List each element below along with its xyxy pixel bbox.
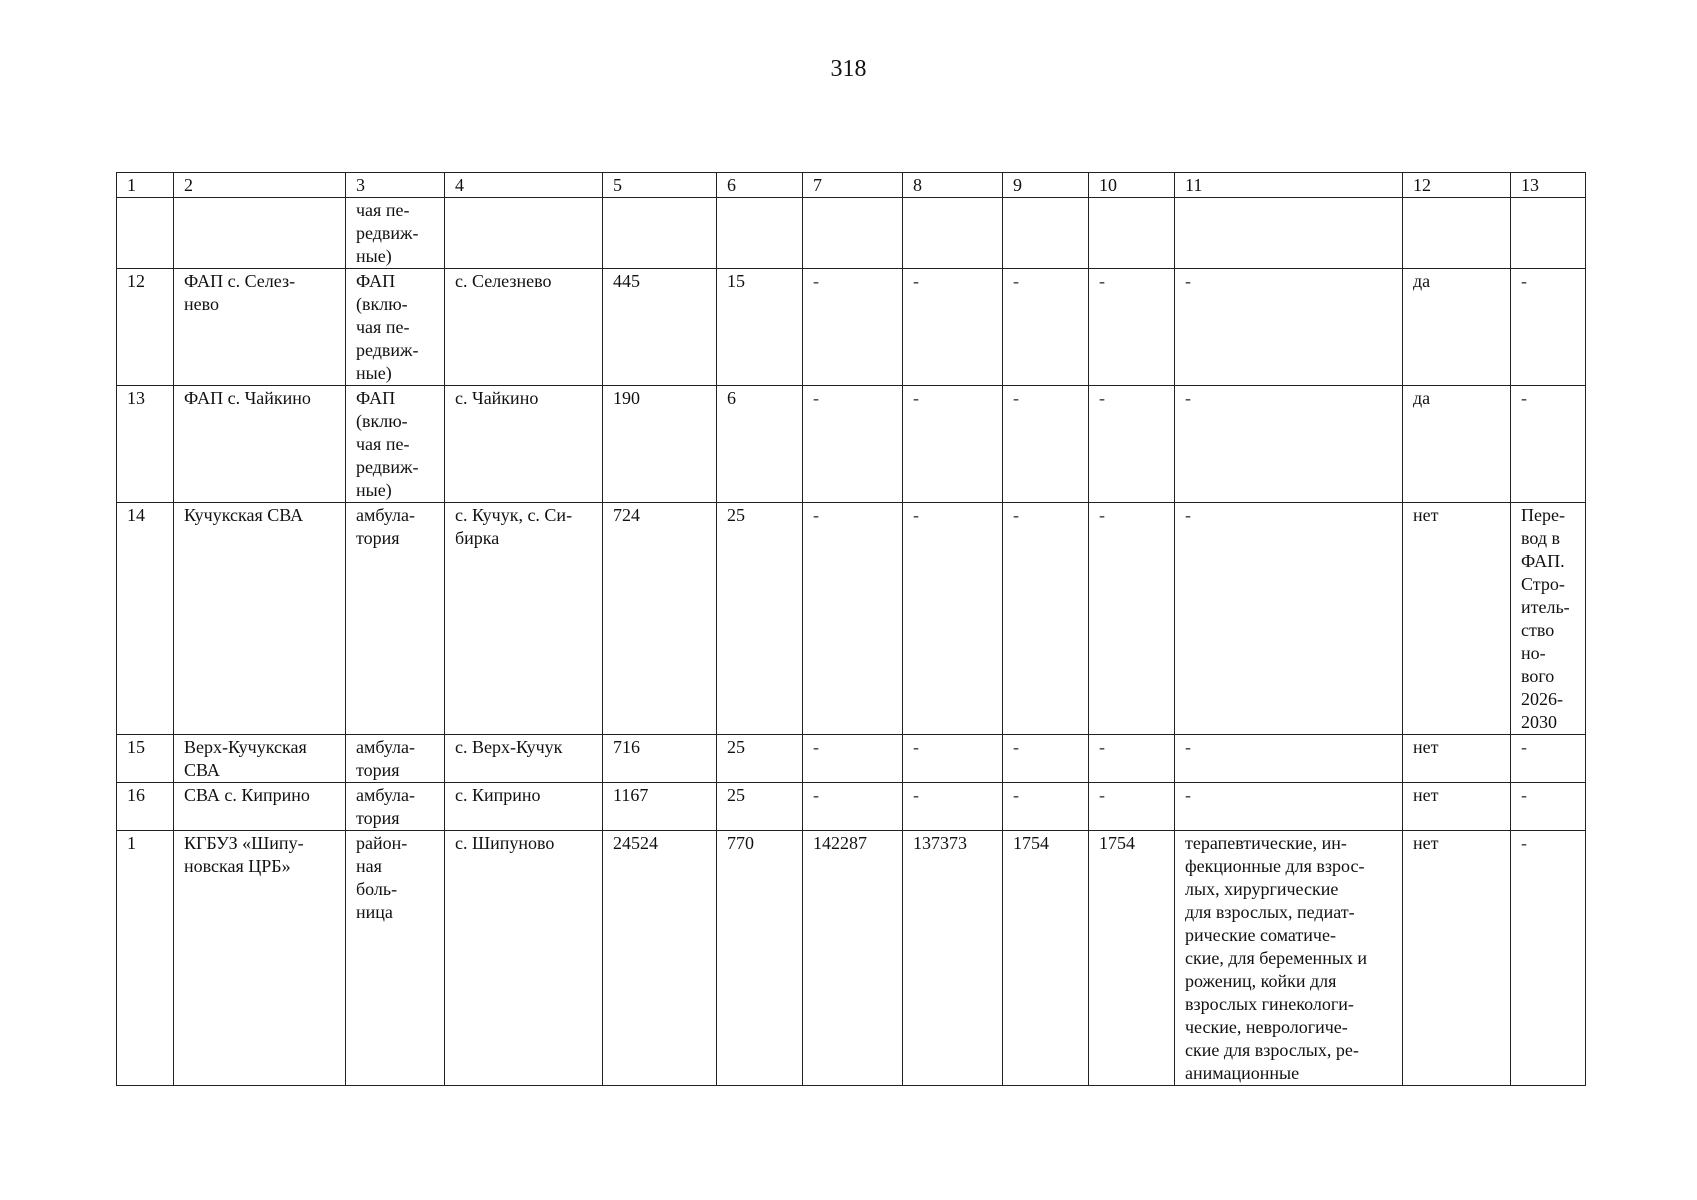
- table-cell: -: [903, 269, 1003, 386]
- table-cell: -: [803, 269, 903, 386]
- table-cell: 6: [717, 386, 803, 503]
- table-cell: 445: [603, 269, 717, 386]
- table-row: [117, 783, 1586, 831]
- table-cell: амбула- тория: [346, 735, 445, 783]
- table-cell: [1511, 198, 1586, 269]
- table-cell: -: [1003, 735, 1089, 783]
- table-cell: [903, 198, 1003, 269]
- page-number: 318: [830, 56, 867, 82]
- header-cell: 2: [174, 173, 346, 198]
- table-cell: 14: [117, 503, 174, 735]
- table-row: [117, 503, 1586, 735]
- table-cell: Пере- вод в ФАП. Стро- итель- ство но- вого 2026- 2030: [1511, 503, 1586, 735]
- table-row: [117, 386, 1586, 503]
- table-cell: -: [1003, 783, 1089, 831]
- table-cell: -: [1511, 269, 1586, 386]
- table-cell: -: [1511, 783, 1586, 831]
- table-cell: 716: [603, 735, 717, 783]
- table-cell: -: [1089, 735, 1175, 783]
- table-cell: [717, 198, 803, 269]
- table-cell: КГБУЗ «Шипу- новская ЦРБ»: [174, 831, 346, 1086]
- header-cell: 5: [603, 173, 717, 198]
- table-cell: -: [1511, 386, 1586, 503]
- table-cell: да: [1403, 269, 1511, 386]
- table-cell: ФАП (вклю- чая пе- редвиж- ные): [346, 269, 445, 386]
- table-cell: -: [903, 386, 1003, 503]
- table-cell: -: [1089, 269, 1175, 386]
- table-row: [117, 831, 1586, 1086]
- header-cell: 4: [445, 173, 603, 198]
- table-cell: 770: [717, 831, 803, 1086]
- header-cell: 9: [1003, 173, 1089, 198]
- table-cell: [174, 198, 346, 269]
- table-cell: 25: [717, 503, 803, 735]
- table-row: [117, 198, 1586, 269]
- table-cell: 13: [117, 386, 174, 503]
- header-cell: 10: [1089, 173, 1175, 198]
- table-cell: нет: [1403, 735, 1511, 783]
- table-cell: с. Чайкино: [445, 386, 603, 503]
- table-cell: [603, 198, 717, 269]
- table-cell: 25: [717, 735, 803, 783]
- table-body: [117, 173, 1586, 1086]
- table-cell: амбула- тория: [346, 503, 445, 735]
- table-cell: -: [903, 783, 1003, 831]
- table-cell: [1175, 198, 1403, 269]
- table-cell: Кучукская СВА: [174, 503, 346, 735]
- table-cell: с. Кучук, с. Си- бирка: [445, 503, 603, 735]
- table-cell: -: [1175, 386, 1403, 503]
- table-row: [117, 269, 1586, 386]
- header-cell: 11: [1175, 173, 1403, 198]
- table-cell: терапевтические, ин- фекционные для взрос- лых, хирургические для взрослых, педиат- рические соматиче- ские, для беременных и рожениц, койки для взрослых гинекологи- ческие, неврологиче- ские для взрослых, ре- анимационные: [1175, 831, 1403, 1086]
- table-cell: -: [1175, 269, 1403, 386]
- table-cell: 1167: [603, 783, 717, 831]
- table-cell: 15: [117, 735, 174, 783]
- header-cell: 7: [803, 173, 903, 198]
- table-cell: район- ная боль- ница: [346, 831, 445, 1086]
- table-cell: -: [1089, 503, 1175, 735]
- table-cell: -: [1511, 831, 1586, 1086]
- header-cell: 3: [346, 173, 445, 198]
- table-cell: [117, 198, 174, 269]
- header-cell: 6: [717, 173, 803, 198]
- table-cell: -: [1003, 269, 1089, 386]
- table-cell: 24524: [603, 831, 717, 1086]
- table-cell: 724: [603, 503, 717, 735]
- table-cell: -: [1511, 735, 1586, 783]
- table-cell: нет: [1403, 503, 1511, 735]
- table-cell: -: [1175, 735, 1403, 783]
- table-cell: 12: [117, 269, 174, 386]
- table-cell: 190: [603, 386, 717, 503]
- table-cell: [445, 198, 603, 269]
- table-cell: 1754: [1003, 831, 1089, 1086]
- table-cell: амбула- тория: [346, 783, 445, 831]
- table-cell: 15: [717, 269, 803, 386]
- table-cell: с. Верх-Кучук: [445, 735, 603, 783]
- table-cell: -: [1175, 783, 1403, 831]
- table-cell: -: [1089, 783, 1175, 831]
- table-cell: СВА с. Киприно: [174, 783, 346, 831]
- table-cell: 16: [117, 783, 174, 831]
- table-cell: ФАП с. Селез- нево: [174, 269, 346, 386]
- table-cell: -: [1175, 503, 1403, 735]
- table-cell: ФАП (вклю- чая пе- редвиж- ные): [346, 386, 445, 503]
- table-cell: -: [803, 386, 903, 503]
- table-cell: -: [803, 783, 903, 831]
- header-cell: 12: [1403, 173, 1511, 198]
- table-cell: -: [903, 503, 1003, 735]
- table-cell: [803, 198, 903, 269]
- table-cell: с. Шипуново: [445, 831, 603, 1086]
- table-cell: [1403, 198, 1511, 269]
- table-cell: [1089, 198, 1175, 269]
- table-row: [117, 735, 1586, 783]
- table-cell: 142287: [803, 831, 903, 1086]
- header-cell: 1: [117, 173, 174, 198]
- table-cell: 137373: [903, 831, 1003, 1086]
- table-cell: [1003, 198, 1089, 269]
- table-cell: чая пе- редвиж- ные): [346, 198, 445, 269]
- table-cell: -: [1089, 386, 1175, 503]
- table-cell: 1: [117, 831, 174, 1086]
- table-cell: -: [1003, 386, 1089, 503]
- table-cell: -: [1003, 503, 1089, 735]
- table-cell: нет: [1403, 831, 1511, 1086]
- table-header-row: [117, 173, 1586, 198]
- table-cell: с. Селезнево: [445, 269, 603, 386]
- table-cell: да: [1403, 386, 1511, 503]
- facilities-table: [116, 172, 1586, 1086]
- table-cell: 1754: [1089, 831, 1175, 1086]
- table-cell: -: [803, 503, 903, 735]
- table-cell: нет: [1403, 783, 1511, 831]
- header-cell: 8: [903, 173, 1003, 198]
- table-cell: -: [803, 735, 903, 783]
- table-cell: 25: [717, 783, 803, 831]
- table-cell: -: [903, 735, 1003, 783]
- table-cell: Верх-Кучукская СВА: [174, 735, 346, 783]
- header-cell: 13: [1511, 173, 1586, 198]
- table-cell: ФАП с. Чайкино: [174, 386, 346, 503]
- table-cell: с. Киприно: [445, 783, 603, 831]
